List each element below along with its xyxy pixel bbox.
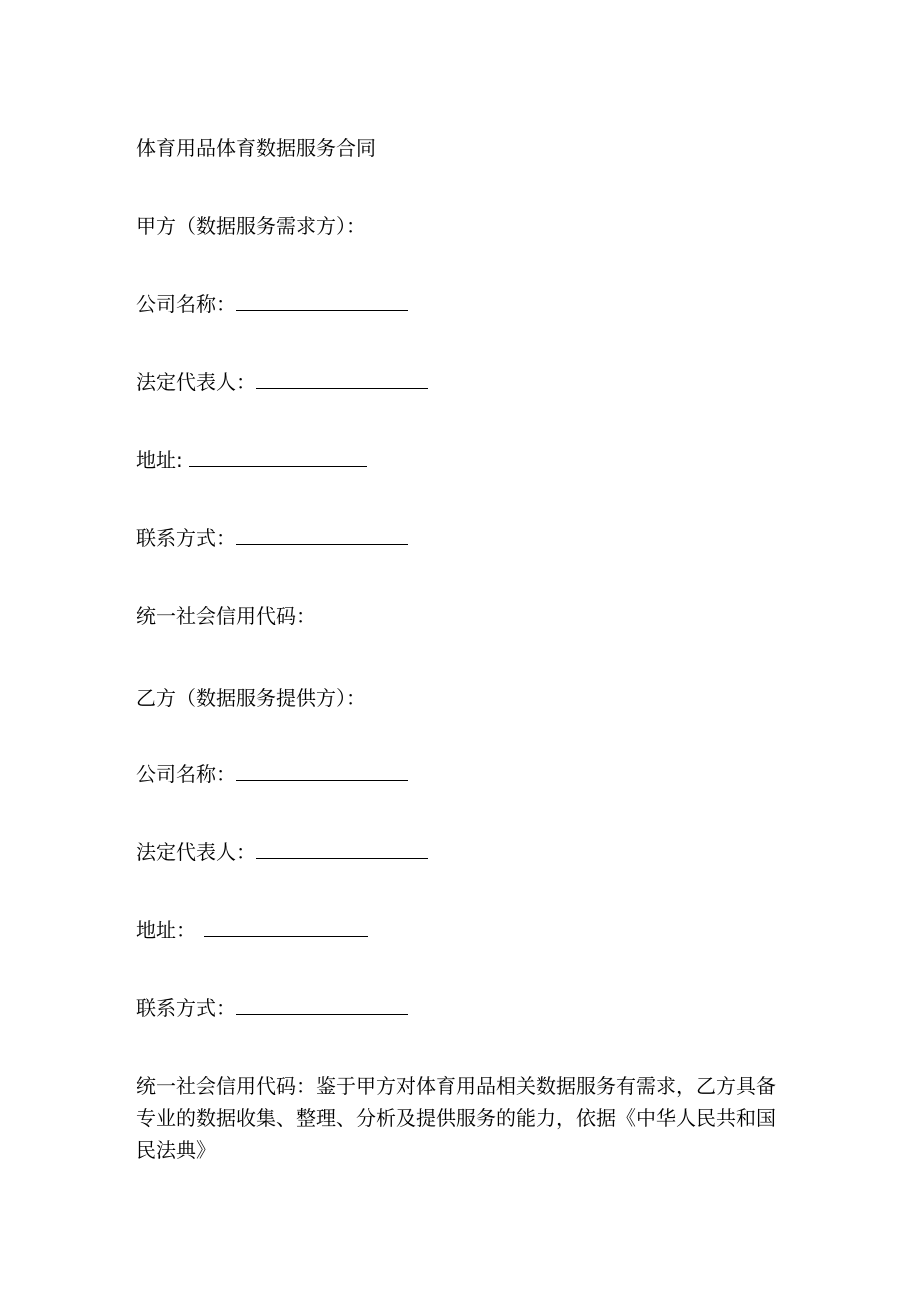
party-b-company-blank [236,760,408,781]
party-a-contact-label: 联系方式： [136,526,236,550]
recital-paragraph: 统一社会信用代码：鉴于甲方对体育用品相关数据服务有需求，乙方具备专业的数据收集、整理、分析及提供服务的能力，依据《中华人民共和国民法典》 [136,1074,776,1162]
party-b-contact-blank [236,994,408,1015]
party-b-company-row [136,760,408,788]
party-b-contact-label: 联系方式： [136,996,236,1020]
party-b-company-label: 公司名称： [136,762,236,786]
party-b-rep-blank [256,838,428,859]
party-a-address-label: 地址: [136,448,183,472]
party-a-rep-label: 法定代表人： [136,370,256,394]
party-a-heading: 甲方（数据服务需求方）： [136,214,366,238]
party-b-rep-label: 法定代表人： [136,840,256,864]
party-a-company-blank [236,290,408,311]
party-b-address-label: 地址： [136,918,196,942]
document-title: 体育用品体育数据服务合同 [136,136,376,160]
party-b-contact-row [136,994,408,1022]
party-a-rep-row [136,368,428,396]
party-a-contact-row [136,524,408,552]
party-a-rep-blank [256,368,428,389]
party-b-heading: 乙方（数据服务提供方）： [136,686,366,710]
party-a-credit-code: 统一社会信用代码： [136,604,316,628]
party-a-contact-blank [236,524,408,545]
party-b-address-row [136,916,368,944]
party-a-address-row [136,446,367,474]
party-a-company-label: 公司名称： [136,292,236,316]
party-a-company-row [136,290,408,318]
party-b-address-blank [204,916,368,937]
party-b-rep-row [136,838,428,866]
party-a-address-blank [189,446,367,467]
